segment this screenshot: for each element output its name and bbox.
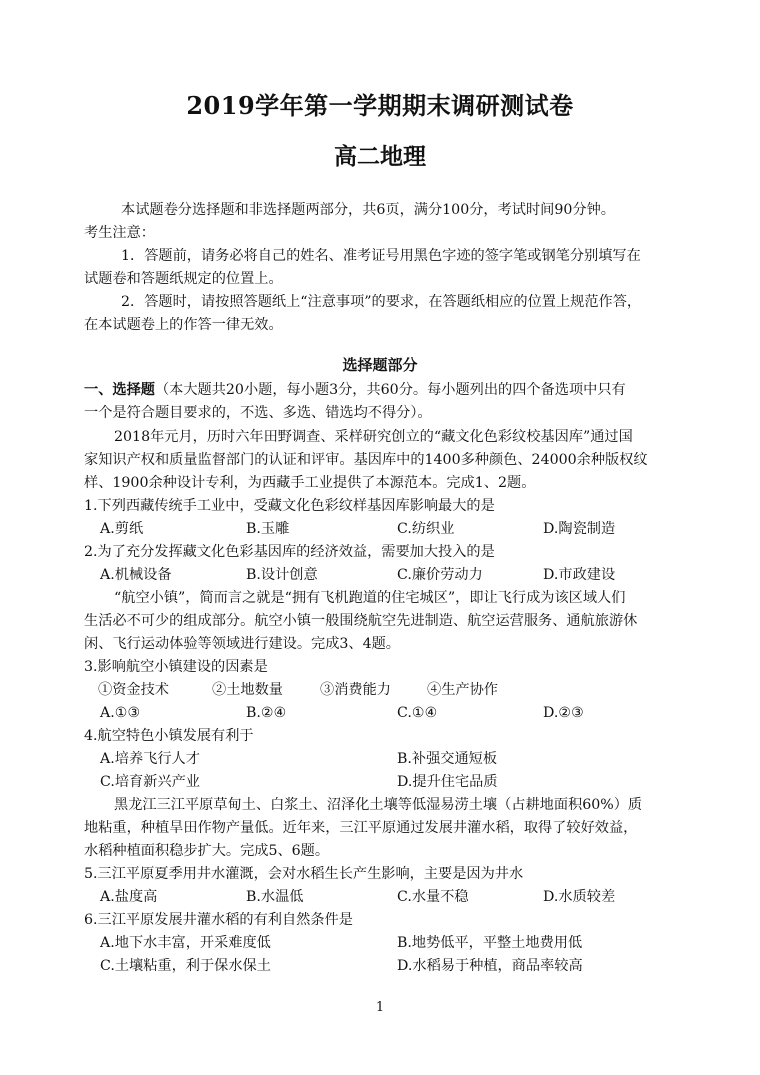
- part-desc-cont: 一个是符合题目要求的，不选、多选、错选均不得分）。: [84, 405, 432, 421]
- question-6-stem: 6.三江平原发展井灌水稻的有利自然条件是: [84, 912, 353, 928]
- notice-label: 考生注意：: [84, 225, 155, 241]
- instruction-item-2: 2．答题时，请按照答题纸上“注意事项”的要求，在答题纸相应的位置上规范作答，: [121, 294, 642, 310]
- q3-option-a: A.①③: [100, 705, 141, 721]
- q3-option-b: B.②④: [246, 705, 287, 721]
- q6-option-a: A.地下水丰富，开采难度低: [100, 935, 271, 951]
- q3-factor-2: ②土地数量: [212, 682, 283, 698]
- q3-option-d: D.②③: [543, 705, 584, 721]
- q2-option-a: A.机械设备: [100, 567, 172, 583]
- instruction-item-1-cont: 试题卷和答题纸规定的位置上。: [84, 271, 283, 287]
- passage-2-line: 生活必不可少的组成部分。航空小镇一般围绕航空先进制造、航空运营服务、通航旅游休: [84, 613, 638, 629]
- q5-option-b: B.水温低: [246, 889, 304, 905]
- q2-option-b: B.设计创意: [246, 567, 318, 583]
- subject-title: 高二地理: [334, 143, 426, 170]
- passage-1-line: 2018年元月，历时六年田野调查、采样研究创立的“藏文化色彩纹校基因库”通过国: [114, 429, 633, 445]
- q1-option-c: C.纺织业: [397, 521, 455, 537]
- instruction-item-1: 1．答题前，请务必将自己的姓名、准考证号用黑色字迹的签字笔或钢笔分别填写在: [121, 248, 641, 264]
- passage-2-line: 闲、飞行运动体验等领域进行建设。完成3、4题。: [84, 636, 400, 652]
- q1-option-a: A.剪纸: [100, 521, 144, 537]
- q1-option-d: D.陶瓷制造: [543, 521, 616, 537]
- question-1-stem: 1.下列西藏传统手工业中，受藏文化色彩纹样基因库影响最大的是: [84, 498, 495, 514]
- passage-3-line: 黑龙江三江平原草甸土、白浆土、沼泽化土壤等低湿易涝土壤（占耕地面积60%）质: [114, 797, 643, 813]
- q6-option-c: C.土壤粘重，利于保水保土: [100, 958, 271, 974]
- page-number: 1: [375, 1000, 385, 1015]
- q4-option-b: B.补强交通短板: [397, 751, 498, 767]
- passage-1-line: 样、1900余种设计专利，为西藏手工业提供了本源范本。完成1、2题。: [84, 475, 536, 491]
- section-title: 选择题部分: [342, 356, 418, 374]
- part-desc: （本大题共20小题，每小题3分，共60分。每小题列出的四个备选项中只有: [154, 382, 626, 398]
- q4-option-c: C.培育新兴产业: [100, 774, 200, 790]
- passage-2-line: “航空小镇”，简而言之就是“拥有飞机跑道的住宅城区”，即让飞行成为该区域人们: [114, 590, 626, 606]
- question-3-stem: 3.影响航空小镇建设的因素是: [84, 659, 268, 675]
- instruction-item-2-cont: 在本试题卷上的作答一律无效。: [84, 317, 283, 333]
- q6-option-d: D.水稻易于种植，商品率较高: [397, 958, 583, 974]
- passage-1-line: 家知识产权和质量监督部门的认证和评审。基因库中的1400多种颜色、24000余种版权纹: [84, 452, 648, 468]
- q6-option-b: B.地势低平，平整土地费用低: [397, 935, 583, 951]
- q4-option-d: D.提升住宅品质: [397, 774, 498, 790]
- passage-3-line: 地粘重，种植旱田作物产量低。近年来，三江平原通过发展井灌水稻，取得了较好效益，: [84, 820, 638, 836]
- q5-option-c: C.水量不稳: [397, 889, 469, 905]
- q3-factor-1: ①资金技术: [98, 682, 169, 698]
- q3-option-c: C.①④: [397, 705, 438, 721]
- question-2-stem: 2.为了充分发挥藏文化色彩基因库的经济效益，需要加大投入的是: [84, 544, 495, 560]
- passage-3-line: 水稻种植面积稳步扩大。完成5、6题。: [84, 843, 330, 859]
- question-5-stem: 5.三江平原夏季用井水灌溉，会对水稻生长产生影响，主要是因为井水: [84, 866, 524, 882]
- q5-option-a: A.盐度高: [100, 889, 158, 905]
- q3-factor-3: ③消费能力: [320, 682, 391, 698]
- q2-option-d: D.市政建设: [543, 567, 616, 583]
- q1-option-b: B.玉雕: [246, 521, 290, 537]
- q2-option-c: C.廉价劳动力: [397, 567, 483, 583]
- part-label: 一、选择题: [84, 382, 155, 398]
- q3-factor-4: ④生产协作: [427, 682, 498, 698]
- q5-option-d: D.水质较差: [543, 889, 616, 905]
- part-heading: [84, 379, 626, 401]
- q4-option-a: A.培养飞行人才: [100, 751, 200, 767]
- instructions-intro: 本试题卷分选择题和非选择题两部分，共6页，满分100分，考试时间90分钟。: [121, 202, 615, 218]
- question-4-stem: 4.航空特色小镇发展有利于: [84, 728, 254, 744]
- exam-title: 2019学年第一学期期末调研测试卷: [186, 91, 574, 120]
